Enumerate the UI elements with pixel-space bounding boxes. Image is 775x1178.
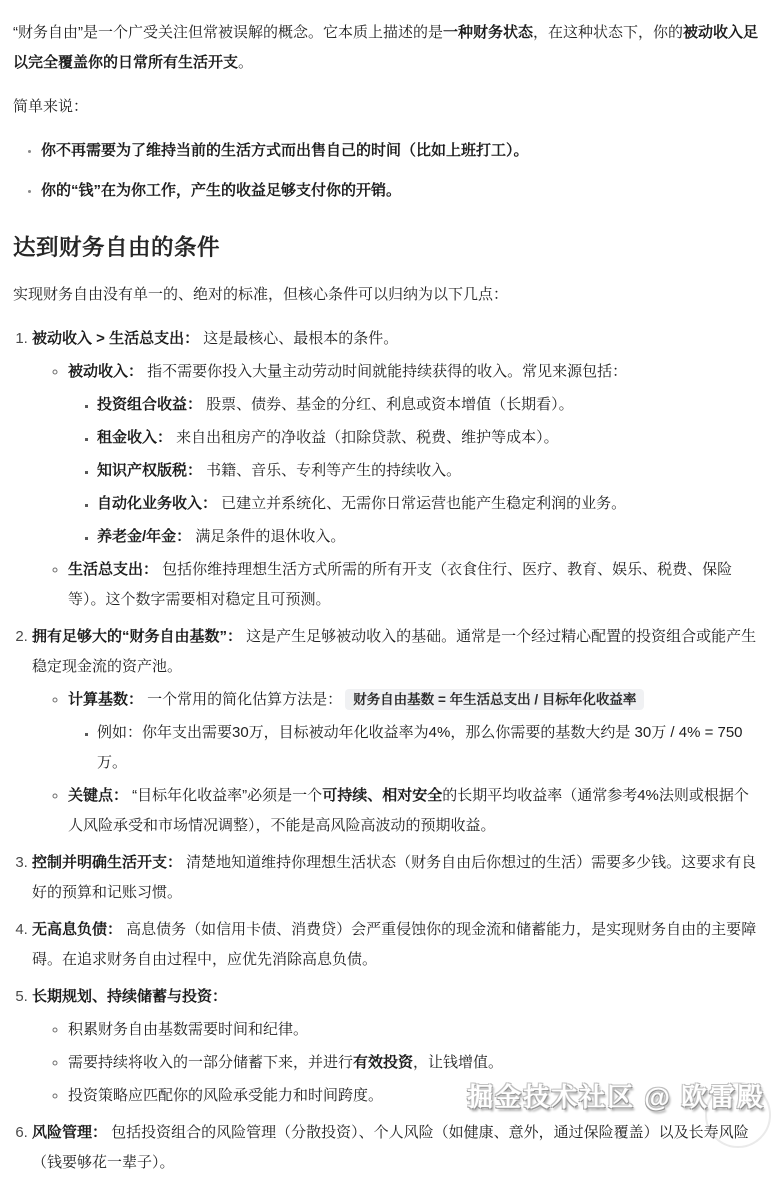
sublist [68,718,761,778]
condition-text [32,628,756,675]
subitem-text [68,691,647,708]
sublist [32,357,761,615]
text-segment: 长期规划、持续储蓄与投资： [32,988,228,1005]
text-segment: 被动收入足以完全覆盖你的日常所有生活开支 [13,24,759,71]
list-item [68,555,761,615]
list-item [41,176,761,206]
condition-item-6 [32,1118,761,1178]
text-segment: 拥有足够大的“财务自由基数”： [32,628,243,645]
text-segment: 你不再需要为了维持当前的生活方式而出售自己的时间（比如上班打工）。 [41,142,529,159]
list-item [97,390,761,420]
text-segment: 生活总支出： [68,561,159,578]
list-item [97,522,761,552]
text-segment: 可持续、相对安全 [322,787,443,804]
text-segment: “目标年化收益率”必须是一个 [128,787,323,804]
text-segment: 书籍、音乐、专利等产生的持续收入。 [202,462,462,479]
text-segment: 需要持续将收入的一部分储蓄下来，并进行 [68,1054,354,1071]
text-segment: 知识产权版税： [97,462,203,479]
text-segment: 计算基数： [68,691,144,708]
list-item [97,718,761,778]
condition-item-4 [32,915,761,975]
inline-code: 财务自由基数 = 年生活总支出 / 目标年化收益率 [345,689,644,710]
text-segment: 包括你维持理想生活方式所需的所有开支（衣食住行、医疗、教育、娱乐、税费、保险等）。这个数字需要相对稳定且可预测。 [68,561,733,608]
text-segment: 投资策略应匹配你的风险承受能力和时间跨度。 [68,1087,384,1104]
text-segment: 关键点： [68,787,129,804]
text-segment: 自动化业务收入： [97,495,218,512]
text-segment: 清楚地知道维持你理想生活状态（财务自由后你想过的生活）需要多少钱。这要求有良好的预算和记账习惯。 [32,854,757,901]
text-segment: 指不需要你投入大量主动劳动时间就能持续获得的收入。常见来源包括： [143,363,628,380]
text-segment: 有效投资 [353,1054,414,1071]
text-segment: 高息债务（如信用卡债、消费贷）会严重侵蚀你的现金流和储蓄能力，是实现财务自由的主要障碍。在追求财务自由过程中，应优先消除高息负债。 [32,921,757,968]
text-segment: 这是最核心、最根本的条件。 [199,330,399,347]
list-item [97,489,761,519]
list-item [68,685,761,778]
list-item [68,1048,761,1078]
text-segment: 积累财务自由基数需要时间和纪律。 [68,1021,309,1038]
text-segment: ，在这种状态下，你的 [533,24,684,41]
text-segment: 一个常用的简化估算方法是： [143,691,343,708]
text-segment: “财务自由”是一个广受关注但常被误解的概念。它本质上描述的是 [13,24,443,41]
section-heading: 达到财务自由的条件 [13,235,221,260]
text-segment: 已建立并系统化、无需你日常运营也能产生稳定利润的业务。 [217,495,627,512]
conditions-list [13,324,761,1178]
condition-item-3 [32,848,761,908]
list-item [97,456,761,486]
text-segment: 风险管理： [32,1124,108,1141]
text-segment: 控制并明确生活开支： [32,854,183,871]
text-segment: 租金收入： [97,429,173,446]
text-segment: 被动收入 > 生活总支出： [32,330,200,347]
text-segment: ，让钱增值。 [413,1054,504,1071]
text-segment: 一种财务状态 [443,24,534,41]
text-segment: 无高息负债： [32,921,123,938]
conditions-intro-paragraph: 实现财务自由没有单一的、绝对的标准，但核心条件可以归纳为以下几点： [13,286,509,303]
text-segment: 来自出租房产的净收益（扣除贷款、税费、维护等成本）。 [172,429,559,446]
text-segment: 股票、债券、基金的分红、利息或资本增值（长期看）。 [202,396,574,413]
text-segment: 满足条件的退休收入。 [191,528,346,545]
simply-put-label: 简单来说： [13,98,89,115]
list-item [97,423,761,453]
intro-paragraph [13,18,761,78]
text-segment: 的长期平均收益率（通常参考4%法则或根据个人风险承受和市场情况调整），不能是高风险高波动的预期收益。 [68,787,749,834]
text-segment: 。 [238,54,254,71]
text-segment: 养老金/年金： [97,528,192,545]
sublist [32,685,761,841]
list-item [68,781,761,841]
text-segment: 被动收入： [68,363,144,380]
list-item [41,136,761,166]
watermark: 掘金技术社区 @ 欧雷殿 [467,1082,765,1112]
list-item [68,357,761,552]
text-segment: 投资组合收益： [97,396,203,413]
condition-item-2 [32,622,761,841]
text-segment: 包括投资组合的风险管理（分散投资）、个人风险（如健康、意外，通过保险覆盖）以及长寿风险（钱要够花一辈子）。 [32,1124,749,1171]
condition-text [32,988,227,1005]
subitem-text [68,363,627,380]
text-segment: 你的“钱”在为你工作，产生的收益足够支付你的开销。 [41,182,402,199]
intro-bullet-list [13,136,761,206]
text-segment: 例如：你年支出需要30万，目标被动年化收益率为4%，那么你需要的基数大约是 30万 / 4% = 750万。 [97,724,743,771]
list-item [68,1015,761,1045]
condition-item-1 [32,324,761,615]
condition-text [32,330,398,347]
sublist [68,390,761,552]
text-segment: 这是产生足够被动收入的基础。通常是一个经过精心配置的投资组合或能产生稳定现金流的资产池。 [32,628,757,675]
